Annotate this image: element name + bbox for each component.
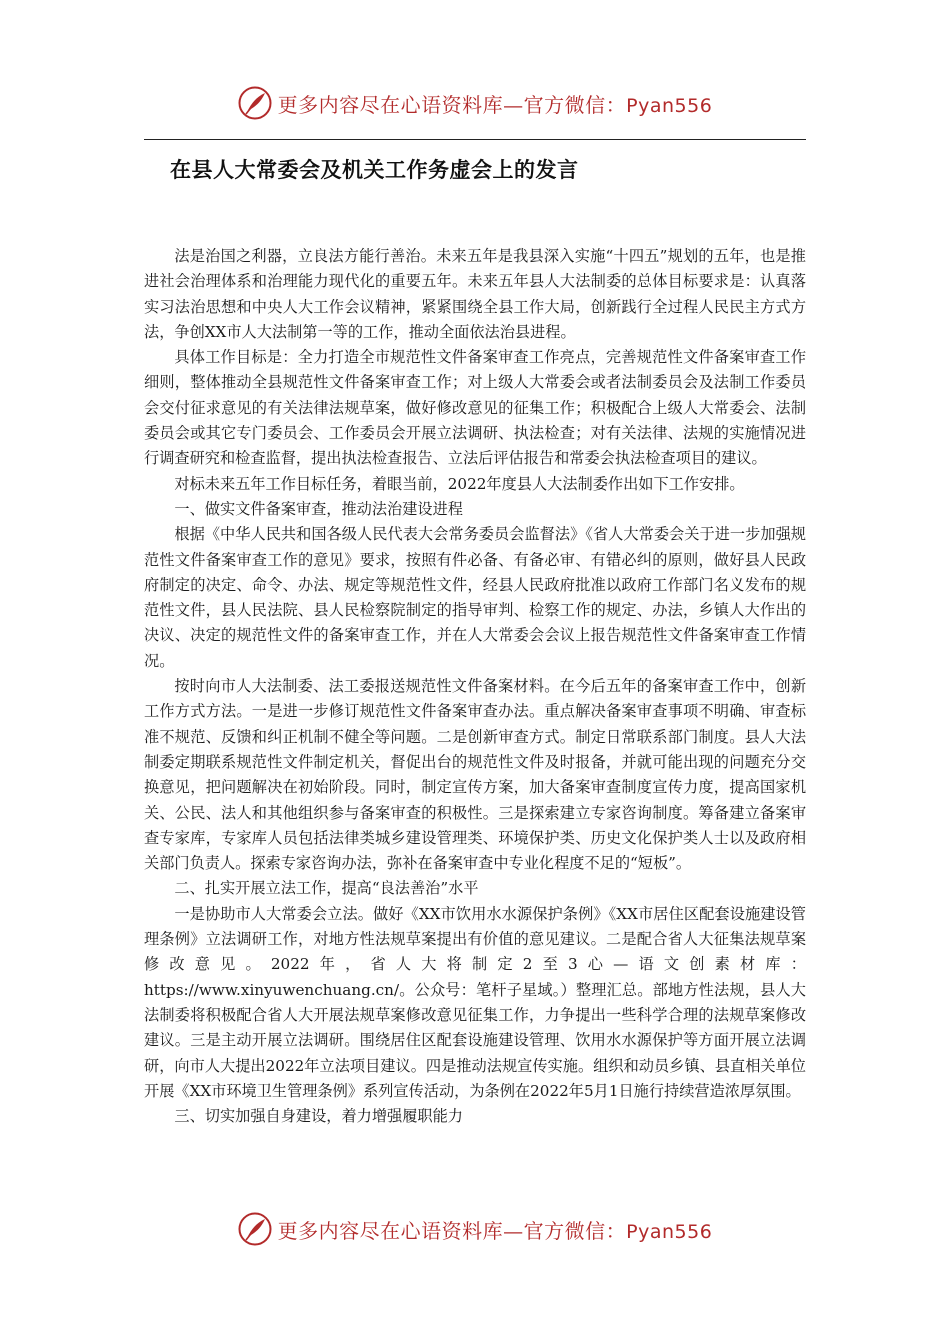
paragraph: 按时向市人大法制委、法工委报送规范性文件备案材料。在今后五年的备案审查工作中，创新工作方式方法。一是进一步修订规范性文件备案审查办法。重点解决备案审查事项不明确、审查标准不规范、反馈和纠正机制不健全等问题。二是创新审查方式。制定日常联系部门制度。县人大法制委定期联系规范性文件制定机关，督促出台的规范性文件及时报备，并就可能出现的问题充分交换意见，把问题解决在初始阶段。同时，制定宣传方案，加大备案审查制度宣传力度，提高国家机关、公民、法人和其他组织参与备案审查的积极性。三是探索建立专家咨询制度。筹备建立备案审查专家库，专家库人员包括法律类城乡建设管理类、环境保护类、历史文化保护类人士以及政府相关部门负责人。探索专家咨询办法，弥补在备案审查中专业化程度不足的“短板”。 — [144, 677, 806, 873]
header-divider — [144, 139, 806, 140]
paragraph: 对标未来五年工作目标任务，着眼当前，2022年度县人大法制委作出如下工作安排。 — [174, 474, 745, 493]
section-heading: 三、切实加强自身建设，着力增强履职能力 — [174, 1107, 463, 1126]
header-banner — [0, 81, 950, 125]
banner-text: 更多内容尽在心语资料库—官方微信：Pyan556 — [277, 1218, 713, 1243]
wechat-id: Pyan556 — [626, 1220, 713, 1243]
wechat-id: Pyan556 — [626, 94, 713, 117]
banner-text: 更多内容尽在心语资料库—官方微信：Pyan556 — [277, 92, 713, 117]
section-heading: 二、扎实开展立法工作，提高“良法善治”水平 — [174, 879, 479, 898]
paragraph: 法是治国之利器，立良法方能行善治。未来五年是我县深入实施“十四五”规划的五年，也是推进社会治理体系和治理能力现代化的重要五年。未来五年县人大法制委的总体目标要求是：认真落实习法治思想和中央人大工作会议精神，紧紧围绕全县工作大局，创新践行全过程人民民主方式方法，争创XX市人大法制第一等的工作，推动全面依法治县进程。 — [144, 247, 806, 341]
feather-pen-icon — [238, 86, 272, 120]
section-heading: 一、做实文件备案审查，推动法治建设进程 — [174, 499, 463, 518]
paragraph: 根据《中华人民共和国各级人民代表大会常务委员会监督法》《省人大常委会关于进一步加强规范性文件备案审查工作的意见》要求，按照有件必备、有备必审、有错必纠的原则，做好县人民政府制定的决定、命令、办法、规定等规范性文件，经县人民政府批准以政府工作部门名义发布的规范性文件，县人民法院、县人民检察院制定的指导审判、检察工作的规定、办法，乡镇人大作出的决议、决定的规范性文件的备案审查工作，并在人大常委会会议上报告规范性文件备案审查工作情况。 — [144, 525, 806, 670]
document-title: 在县人大常委会及机关工作务虚会上的发言 — [170, 158, 579, 182]
document-body — [144, 244, 806, 1129]
feather-pen-icon — [238, 1212, 272, 1246]
paragraph: 具体工作目标是：全力打造全市规范性文件备案审查工作亮点，完善规范性文件备案审查工作细则，整体推动全县规范性文件备案审查工作；对上级人大常委会或者法制委员会及法制工作委员会交付征求意见的有关法律法规草案，做好修改意见的征集工作；积极配合上级人大常委会、法制委员会或其它专门委员会、工作委员会开展立法调研、执法检查；对有关法律、法规的实施情况进行调查研究和检查监督，提出执法检查报告、立法后评估报告和常委会执法检查项目的建议。 — [144, 348, 806, 468]
footer-banner — [0, 1207, 950, 1251]
paragraph: 一是协助市人大常委会立法。做好《XX市饮用水水源保护条例》《XX市居住区配套设施建设管理条例》立法调研工作，对地方性法规草案提出有价值的意见建议。二是配合省人大征集法规草案修改意见。2022年，省人大将制定2至3心—语文创素材库：https://www.xinyuwenchuang.cn/。公众号：笔杆子星域。）整理汇总。部地方性法规，县人大法制委将积极配合省人大开展法规草案修改意见征集工作，力争提出一些科学合理的法规草案修改建议。三是主动开展立法调研。围绕居住区配套设施建设管理、饮用水水源保护等方面开展立法调研，向市人大提出2022年立法项目建议。四是推动法规宣传实施。组织和动员乡镇、县直相关单位开展《XX市环境卫生管理条例》系列宣传活动，为条例在2022年5月1日施行持续营造浓厚氛围。 — [144, 904, 806, 1100]
